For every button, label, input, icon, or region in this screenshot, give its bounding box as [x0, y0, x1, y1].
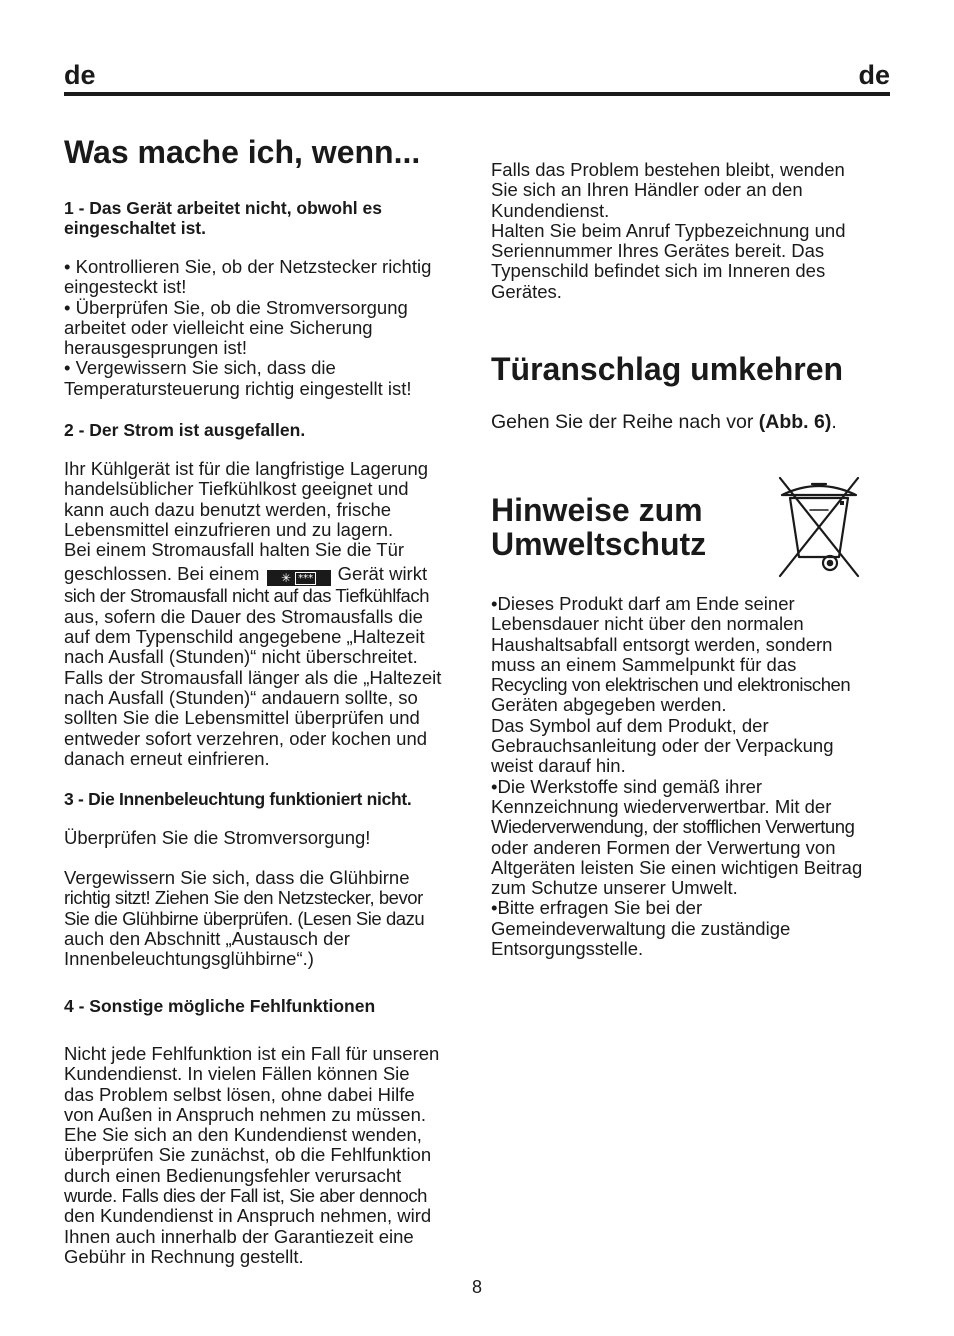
section-2-heading: 2 - Der Strom ist ausgefallen. — [64, 420, 306, 440]
body-line: Überprüfen Sie die Stromversorgung! — [64, 827, 371, 848]
body-line: Gemeindeverwaltung die zuständige — [491, 917, 791, 939]
body-line: Falls der Stromausfall länger als die „Haltezeit — [64, 666, 442, 688]
body-line: Seriennummer Ihres Gerätes bereit. Das — [491, 240, 825, 262]
body-line: Lebensmittel einzufrieren und zu lagern. — [64, 518, 394, 540]
body-line: aus, sofern die Dauer des Stromausfalls die — [64, 605, 423, 627]
body-line: Altgeräten leisten Sie einen wichtigen Beitrag — [491, 856, 863, 878]
body-text: Gerät wirkt — [337, 563, 428, 585]
body-line: • Kontrollieren Sie, ob der Netzstecker richtig — [64, 256, 432, 277]
body-line: Gebühr in Rechnung gestellt. — [64, 1245, 304, 1267]
body-line: wurde. Falls dies der Fall ist, Sie aber dennoch — [64, 1185, 427, 1207]
body-line: •Bitte erfragen Sie bei der — [491, 897, 703, 919]
body-line: Geräten abgegeben werden. — [491, 694, 727, 716]
section-2-body — [64, 459, 441, 769]
body-line: •Die Werkstoffe sind gemäß ihrer — [491, 775, 763, 797]
service-intro — [491, 160, 845, 302]
body-line: Gebrauchsanleitung oder der Verpackung — [491, 735, 834, 757]
section-3-body-b — [64, 868, 424, 969]
bin-handle-icon — [840, 501, 844, 505]
body-line: Innenbeleuchtungsglühbirne“.) — [64, 948, 314, 970]
body-line: Recycling von elektrischen und elektronischen — [491, 674, 851, 696]
header-rule — [64, 92, 890, 96]
body-line: eingesteckt ist! — [64, 276, 187, 298]
body-line: Nicht jede Fehlfunktion ist ein Fall für unseren — [64, 1043, 440, 1064]
snowflake-icon: ✳ — [281, 571, 292, 586]
body-line: oder anderen Formen der Verwertung von — [491, 836, 836, 858]
header-language-right: de — [858, 60, 890, 90]
crossed-out-wheelie-bin-icon — [776, 474, 862, 580]
section-3-heading: 3 - Die Innenbeleuchtung funktioniert nicht. — [64, 789, 412, 809]
troubleshooting-title: Was mache ich, wenn... — [64, 134, 421, 170]
body-line: durch einen Bedienungsfehler verursacht — [64, 1164, 402, 1186]
body-line: Typenschild befindet sich im Inneren des — [491, 260, 826, 282]
environment-title-line: Hinweise zum — [491, 492, 703, 528]
body-line: Temperatursteuerung richtig eingestellt ist! — [64, 377, 412, 399]
body-line: nach Ausfall (Stunden)“ andauern sollte, so — [64, 686, 418, 708]
body-line: Sie sich an Ihren Händler oder an den — [491, 179, 803, 201]
body-line: Vergewissern Sie sich, dass die Glühbirne — [64, 867, 410, 888]
body-line: Kundendienst. In vielen Fällen können Sie — [64, 1063, 410, 1085]
body-line: das Problem selbst lösen, ohne dabei Hilfe — [64, 1083, 415, 1105]
body-line: Entsorgungsstelle. — [491, 938, 644, 960]
body-text: geschlossen. Bei einem — [64, 563, 260, 585]
body-line: Ihnen auch innerhalb der Garantiezeit eine — [64, 1225, 414, 1247]
body-line: • Überprüfen Sie, ob die Stromversorgung — [64, 296, 408, 318]
door-reversal-title: Türanschlag umkehren — [491, 351, 844, 387]
body-line: handelsüblicher Tiefkühlkost geeignet und — [64, 478, 409, 500]
body-text: Gehen Sie der Reihe nach vor — [491, 411, 759, 433]
body-line: kann auch dazu benutzt werden, frische — [64, 498, 392, 520]
body-line: Lebensdauer nicht über den normalen — [491, 613, 804, 635]
body-line: von Außen in Anspruch nehmen zu müssen. — [64, 1103, 426, 1125]
body-line: danach erneut einfrieren. — [64, 747, 270, 769]
section-3-body-a — [64, 828, 370, 848]
body-line: Ehe Sie sich an den Kundendienst wenden, — [64, 1124, 422, 1146]
body-line: nach Ausfall (Stunden)“ nicht überschreitet. — [64, 646, 418, 668]
body-line: Haushaltsabfall entsorgt werden, sondern — [491, 633, 833, 655]
body-line: auf dem Typenschild angegebene „Haltezeit — [64, 626, 425, 648]
body-line: sollten Sie die Lebensmittel überprüfen und — [64, 707, 420, 729]
body-line: • Vergewissern Sie sich, dass die — [64, 357, 336, 379]
body-line: Kundendienst. — [491, 199, 610, 221]
body-line: Kennzeichnung wiederverwertbar. Mit der — [491, 795, 832, 817]
body-line: •Dieses Produkt darf am Ende seiner — [491, 593, 795, 614]
body-line: Gerätes. — [491, 280, 562, 302]
body-line: weist darauf hin. — [491, 755, 626, 777]
body-line: arbeitet oder vielleicht eine Sicherung — [64, 316, 373, 338]
door-reversal-text — [491, 412, 837, 432]
body-line: sich der Stromausfall nicht auf das Tiefkühlfach — [64, 585, 430, 607]
environment-title — [491, 493, 706, 561]
body-line: herausgesprungen ist! — [64, 337, 248, 359]
body-line: Bei einem Stromausfall halten Sie die Tür — [64, 539, 405, 561]
body-line: auch den Abschnitt „Austausch der — [64, 927, 350, 949]
body-line: muss an einem Sammelpunkt für das — [491, 653, 797, 675]
three-stars-icon: *** — [295, 572, 316, 585]
environment-title-line: Umweltschutz — [491, 526, 707, 562]
figure-reference: (Abb. 6) — [758, 411, 832, 433]
section-1-heading-line: eingeschaltet ist. — [64, 218, 206, 238]
body-line: Halten Sie beim Anruf Typbezeichnung und — [491, 219, 846, 241]
body-line — [491, 412, 837, 432]
body-line: den Kundendienst in Anspruch nehmen, wird — [64, 1205, 432, 1227]
body-line: Ihr Kühlgerät ist für die langfristige Lagerung — [64, 458, 429, 479]
body-text: . — [831, 411, 837, 433]
section-1-heading-line: 1 - Das Gerät arbeitet nicht, obwohl es — [64, 198, 382, 218]
section-4-heading: 4 - Sonstige mögliche Fehlfunktionen — [64, 996, 376, 1016]
body-line: Sie die Glühbirne überprüfen. (Lesen Sie dazu — [64, 907, 425, 929]
body-line: überprüfen Sie zunächst, ob die Fehlfunktion — [64, 1144, 432, 1166]
body-line: Falls das Problem bestehen bleibt, wenden — [491, 159, 845, 180]
environment-body — [491, 594, 862, 959]
section-1-body — [64, 257, 431, 399]
body-line: richtig sitzt! Ziehen Sie den Netzstecker, bevor — [64, 887, 423, 909]
body-line: zum Schutze unserer Umwelt. — [491, 877, 738, 899]
body-line-with-freezer-symbol — [64, 564, 441, 586]
section-4-body — [64, 1044, 439, 1267]
header-language-left: de — [64, 60, 96, 90]
body-line: Wiederverwendung, der stofflichen Verwertung — [491, 816, 855, 838]
page-number: 8 — [471, 1277, 482, 1297]
body-line: entweder sofort verzehren, oder kochen und — [64, 727, 428, 749]
section-1-heading — [64, 198, 382, 238]
four-star-freezer-icon — [267, 570, 331, 586]
body-line: Das Symbol auf dem Produkt, der — [491, 714, 769, 736]
